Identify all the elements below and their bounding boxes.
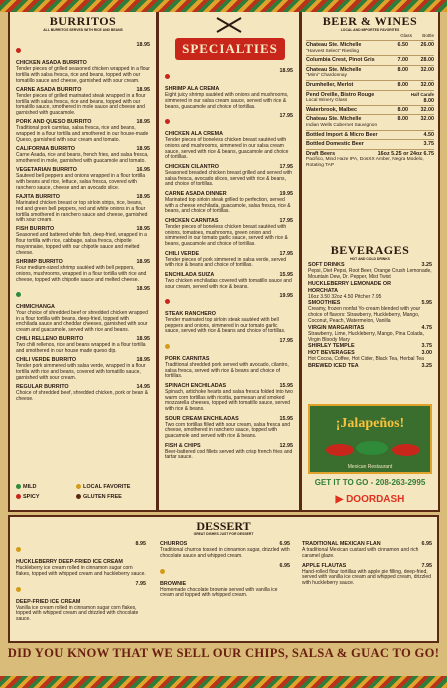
item-description: Spinach, artichoke hearts and salsa fresca folded into two warm corn tortillas with ricotta, parmesan and smoked mozzarella cheeses, topped with tomatillo sauce, served with rice & beans. (165, 388, 293, 413)
glass-price: 6.50 (397, 42, 408, 48)
item-price: 15.95 (279, 415, 293, 422)
item-price: 18.95 (136, 146, 150, 153)
item-price: 17.95 (279, 217, 293, 224)
item-description: Beer-battered cod fillets served with crisp french fries and tartar sauce. (165, 448, 293, 461)
menu-item (160, 563, 290, 600)
specialties-panel (158, 12, 300, 512)
beverages-subtitle: HOT AND COLD DRINKS (350, 257, 390, 261)
bottle-price: 32.00 (420, 116, 434, 123)
item-price: 3.25 (421, 363, 432, 370)
item-description: Four medium-sized shrimp sautéed with bell peppers, onions, mushrooms, wrapped in a flour tortilla with rice and cheese, topped with chipotle sauce and melted cheese. (16, 265, 147, 283)
menu-item (308, 300, 432, 324)
spicy-icon (16, 494, 21, 499)
glass-price: 8.00 (397, 66, 408, 73)
menu-item (16, 194, 150, 224)
doordash-label: DOORDASH (346, 494, 405, 505)
legend-gluten: GLUTEN FREE (83, 494, 122, 500)
item-name: HUCKLEBERRY LEMONADE OR HORCHATA (308, 280, 391, 294)
poster-title: ¡Jalapeños! (335, 416, 405, 431)
item-name: SOUR CREAM ENCHILADAS (165, 415, 239, 422)
bottom-border (0, 676, 447, 688)
bottle-price: 8.00 (423, 97, 434, 104)
legend (16, 484, 150, 506)
beer-name: Chateau Ste. Michelle (306, 116, 362, 123)
beer-name: Bottled Domestic Beer (306, 141, 364, 148)
item-name: SPINACH ENCHILADAS (165, 382, 227, 389)
bottle-price: 4.50 (423, 131, 434, 138)
spicy-icon (165, 119, 170, 124)
beer-row (306, 90, 434, 105)
item-price: 5.95 (421, 300, 432, 307)
beer-name: Pend Oreille, Bistro Rouge (306, 91, 375, 98)
menu-item (165, 191, 293, 215)
dessert-col-3 (298, 541, 436, 590)
item-price: 12.95 (279, 442, 293, 449)
beer-list (302, 40, 438, 170)
item-price: 7.95 (135, 580, 146, 587)
menu-item (165, 68, 293, 110)
menu-item (16, 119, 150, 143)
beverages-list (302, 262, 438, 370)
glass-price: 8.00 (397, 81, 408, 88)
menu-item (16, 541, 146, 578)
bottle-price: 16oz 5.25 or 24oz 6.75 (377, 150, 434, 157)
item-description: Eight juicy shrimp sautéed with onions and mushrooms, simmered in our salsa cream sauce, served with rice & beans, guacamole and choice of tortillas. (165, 92, 289, 110)
item-price: 15.95 (279, 382, 293, 389)
burritos-list (10, 42, 156, 405)
dessert-col-2 (156, 541, 294, 602)
item-description: Hand-rolled flour tortillas with apple pie filling, deep-fried, served with vanilla ice cream and whipped cream, drizzled with huckleberry sauce. (302, 568, 431, 587)
item-name: FISH BURRITO (16, 226, 55, 233)
beer-detail: "Mimi" Chardonnay (306, 73, 347, 79)
item-price: 17.95 (279, 112, 293, 119)
menu-item (16, 146, 150, 165)
beer-row (306, 105, 434, 115)
menu-item (165, 113, 293, 161)
beer-row (306, 55, 434, 65)
item-name: PORK AND QUESO BURRITO (16, 119, 92, 126)
item-name: REGULAR BURRITO (16, 384, 69, 391)
item-name: CARNE ASADA BURRITO (16, 86, 82, 93)
item-description: Seasoned breaded chicken breast grilled and served with salsa fresca, avocado slices, served with rice & beans, and choice of tortillas. (165, 169, 293, 188)
spicy-icon (165, 299, 170, 304)
item-price: 3.00 (421, 350, 432, 357)
menu-item (16, 336, 150, 355)
half-carafe-label: Half Carafe (410, 91, 434, 97)
item-name: FAJITA BURRITO (16, 193, 60, 200)
item-name: CHICKEN ASADA BURRITO (16, 60, 87, 66)
beer-name: Waterbrook, Malbec (306, 106, 358, 113)
item-name: CHICKEN ALA CREMA (165, 130, 223, 137)
beer-name: Bottled Import & Micro Beer (306, 131, 378, 138)
item-name: HUCKLEBERRY DEEP-FRIED ICE CREAM (16, 559, 123, 565)
item-description: Two chili rellenos, rice and beans wrapped in a flour tortilla and smothered in our house made queso dip. (16, 342, 146, 355)
item-description: Choice of shredded beef, shredded chicken, pork or bean & cheese. (16, 390, 149, 402)
menu-item (308, 350, 432, 363)
menu-item (308, 281, 432, 301)
specialties-title: SPECIALTIES (175, 38, 285, 60)
menu-item (302, 563, 432, 587)
bottle-price: 32.00 (420, 66, 434, 73)
menu-item (165, 218, 293, 248)
glass-header: Glass (400, 33, 412, 38)
menu-item (308, 262, 432, 281)
beer-name: Columbia Crest, Pinot Gris (306, 57, 375, 64)
item-description: Marinated chicken breast or top sirloin strips, rice, beans, red and green bell peppers, red and white onions in a flour tortilla smothered in ranchero sauce and cheese, garnished with sour cream. (16, 199, 148, 224)
item-price: 4.75 (421, 324, 432, 331)
item-price: 3.25 (421, 262, 432, 268)
dessert-panel (8, 515, 439, 643)
item-price: 7.95 (421, 562, 432, 569)
beer-row (306, 80, 434, 90)
item-description: Tender pieces of grilled seasoned chicken wrapped in a flour tortilla with salsa fresca, rice and beans, topped with our tomatillo sauce and cheese, garnished with sour cream. (16, 66, 150, 84)
item-price: 15.95 (279, 271, 293, 278)
burritos-panel (8, 12, 158, 512)
item-description: Strawberry, Lime, Huckleberry, Mango, Pina Colada, Virgin Bloody Mary (308, 330, 424, 343)
top-border (0, 0, 447, 12)
item-description: Tender pieces of grilled marinated steak wrapped in a flour tortilla with salsa fresca, rice and beans, topped with our tomatillo sauce, smothered in mole sauce and cheese and garnished with guacamole. (16, 92, 146, 117)
dessert-title: DESSERT (196, 519, 251, 533)
item-name: SHRIMP BURRITO (16, 259, 63, 266)
beer-row (306, 65, 434, 80)
menu-item (165, 416, 293, 440)
menu-item (16, 384, 150, 403)
item-price: 19.95 (279, 190, 293, 197)
local-favorite-icon (160, 569, 165, 574)
glass-price: 7.00 (397, 57, 408, 64)
local-favorite-icon (16, 587, 21, 592)
beer-detail: "Harvest Select" Riesling (306, 48, 359, 54)
beer-row (306, 114, 434, 129)
item-description: Vanilla ice cream rolled in cinnamon sugar corn flakes, topped with whipped cream and drizzled with chocolate sauce. (16, 604, 139, 623)
restaurant-poster (308, 404, 432, 474)
item-price: 6.95 (279, 541, 290, 547)
item-name: BROWNIE (160, 580, 187, 587)
item-description: Tender pieces of boneless chicken breast sautéed with onions, tomatoes, mushrooms, green onion and simmered in our tomato garlic sauce, served with rice & beans, guacamole and choice of tortillas. (165, 223, 288, 248)
doordash-logo: ▶ DOORDASH (335, 494, 405, 505)
item-price: 18.95 (136, 193, 150, 200)
item-description: Pepsi, Diet Pepsi, Root Beer, Orange Crush Lemonade, Mountain Dew, Dr. Pepper, Mist Twist (308, 268, 432, 280)
menu-item (16, 167, 150, 191)
local-favorite-icon (16, 547, 21, 552)
item-description: Homemade chocolate brownie served with vanilla ice cream and topped with whipped cream. (160, 586, 278, 599)
local-favorite-icon (76, 484, 81, 489)
mild-icon (16, 484, 21, 489)
item-description: Two corn tortillas filled with sour cream, salsa fresca and cheese, smothered in ranchero sauce, topped with guacamole and served with rice & beans. (165, 421, 291, 440)
beer-title: BEER & WINES (322, 14, 418, 28)
beer-row (306, 149, 434, 170)
item-price: 8.95 (135, 541, 146, 547)
menu-item (160, 541, 290, 560)
item-name: APPLE FLAUTAS (302, 562, 347, 569)
item-price: 18.95 (136, 336, 150, 343)
item-name: HOT BEVERAGES (308, 350, 355, 357)
bottle-price: 3.75 (423, 141, 434, 148)
beer-subtitle: LOCAL AND IMPORTED FAVORITES (340, 28, 400, 32)
menu-item (165, 338, 293, 380)
item-price: 18.95 (136, 226, 150, 233)
item-name: CHIMICHANGA (16, 303, 55, 310)
dessert-col-1 (12, 541, 150, 626)
burritos-title: BURRITOS (49, 14, 117, 28)
menu-item (16, 226, 150, 256)
item-name: CHILI RELLENO BURRITO (16, 336, 84, 343)
item-name: CHILI VERDE BURRITO (16, 357, 77, 364)
item-description: Traditional churros tossed in cinnamon sugar, drizzled with chocolate sauce and whipped cream. (160, 547, 290, 559)
beer-name: Chateau Ste. Michelle (306, 66, 362, 73)
item-price: 6.95 (279, 562, 290, 569)
beer-detail: Pacifico, Mind Haze IPA, DosXX Amber, Negra Modelo, Rotating TAP (306, 157, 424, 168)
item-price: 18.95 (136, 285, 150, 292)
item-name: PORK CARNITAS (165, 355, 210, 362)
menu-item (302, 541, 432, 560)
legend-mild: MILD (23, 484, 37, 490)
item-price: 19.95 (279, 292, 293, 299)
item-name: CHICKEN CILANTRO (165, 163, 219, 170)
item-description: Creamy, frozen nonfat Yo-cream blended with your choice of flavors: Strawberry, Huckleberry, Mango, Coconut, Peach, Watermelon, Vanilla (308, 306, 421, 324)
item-description: Seasoned and battered white fish, deep-fried, wrapped in a flour tortilla with rice, cabbage, salsa fresca, chipotle mayonnaise, topped with our chipotle sauce and melted cheese. (16, 232, 147, 256)
chili-peppers-icon (320, 436, 430, 462)
item-price: 18.95 (136, 86, 150, 93)
menu-item (308, 325, 432, 344)
bottle-header: Bottle (422, 33, 434, 38)
item-price: 18.95 (279, 68, 293, 74)
item-name: ENCHILADA SUIZA (165, 271, 215, 278)
item-name: DEEP-FRIED ICE CREAM (16, 598, 81, 605)
item-description: Tender pieces of pork simmered in salsa verde, served with rice & beans and choice of tortillas. (165, 256, 287, 269)
item-name: BREWED ICED TEA (308, 363, 359, 370)
beer-row (306, 40, 434, 55)
legend-local: LOCAL FAVORITE (83, 484, 131, 490)
bottle-price: 32.00 (420, 106, 434, 113)
beer-name: Chateau Ste. Michelle (306, 42, 362, 48)
item-price: 18.95 (136, 119, 150, 126)
glass-price: 8.00 (397, 116, 408, 123)
specialties-list (159, 68, 299, 464)
item-name: CHURROS (160, 541, 188, 547)
item-description: Carne Asada, rice and beans, french fries, and salsa fresca, smothered in mole, garnished with guacamole and tomato. (16, 152, 149, 164)
poster-subtitle: Mexican Restaurant (347, 464, 393, 470)
burritos-subtitle: ALL BURRITOS SERVED WITH RICE AND BEANS (43, 28, 123, 32)
item-price: 18.95 (136, 42, 150, 48)
item-name: SHIRLEY TEMPLE (308, 343, 355, 350)
item-price: 17.95 (279, 250, 293, 257)
item-name: SMOOTHIES (308, 300, 341, 307)
menu-item (16, 259, 150, 283)
beer-name: Drumheller, Merlot (306, 81, 354, 88)
beer-detail: Indian Wells Cabernet Sauvignon (306, 122, 378, 128)
item-description: Tender pork simmered with salsa verde, wrapped in a flour tortilla with rice and beans, covered with tomatillo sauce, garnished with sour cream. (16, 363, 146, 381)
item-name: SHRIMP ALA CREMA (165, 86, 220, 92)
drinks-panel (300, 12, 440, 512)
menu-item (16, 581, 146, 623)
item-price: 17.95 (279, 163, 293, 170)
item-description: Huckleberry ice cream rolled in cinnamon sugar corn flakes, topped with whipped cream and huckleberry sauce. (16, 565, 146, 577)
menu-item (308, 343, 432, 350)
item-description: Hot Cocoa, Coffee, Hot Cider, Black Tea, Herbal Tea (308, 356, 424, 363)
item-name: STEAK RANCHERO (165, 310, 216, 317)
item-price: 18.95 (136, 357, 150, 364)
beer-row (306, 130, 434, 140)
mild-icon (16, 292, 21, 297)
bottle-price: 28.00 (420, 57, 434, 64)
beer-name: Draft Beers (306, 150, 336, 157)
spicy-icon (165, 74, 170, 79)
bottle-price: 26.00 (420, 42, 434, 48)
legend-spicy: SPICY (23, 494, 40, 500)
item-name: CALIFORNIA BURRITO (16, 146, 75, 153)
item-name: CHICKEN CARNITAS (165, 217, 219, 224)
item-price: 18.95 (136, 259, 150, 266)
item-description: Traditional shredded pork served with avocado, cilantro, salsa fresca, served with rice & beans and choice of tortillas. (165, 361, 289, 380)
item-description: Tender pieces of boneless chicken breast sautéed with onions and mushrooms, simmered in our salsa cream sauce, served with rice & beans, guacamole and choice of tortillas. (165, 136, 289, 161)
menu-item (16, 42, 150, 84)
item-price: 14.95 (136, 384, 150, 391)
item-name: VEGETARIAN BURRITO (16, 167, 77, 174)
item-name: CHILI VERDE (165, 250, 200, 257)
menu-item (165, 443, 293, 462)
slogan-banner: DID YOU KNOW THAT WE SELL OUR CHIPS, SALSA & GUAC TO GO! (7, 646, 440, 660)
item-price: 17.95 (279, 337, 293, 344)
menu-item (165, 293, 293, 335)
item-name: SOFT DRINKS (308, 262, 345, 268)
glass-price: 8.00 (397, 106, 408, 113)
beer-detail: Local Winery Glass (306, 98, 348, 104)
item-description: Traditional pork carnitas, salsa fresca, rice and beans, wrapped in a flour tortilla and smothered in our house-made Queso, garnished with sour cream and tomato. (16, 125, 149, 143)
menu-item (16, 357, 150, 381)
item-description: 16oz 3.50 32oz 4.50 Pitcher 7.95 (308, 293, 382, 300)
dessert-subtitle: GREAT DISHES JUST FOR DESSERT (193, 532, 254, 536)
item-price: 6.95 (421, 541, 432, 547)
item-name: CARNE ASADA DINNER (165, 190, 227, 197)
item-description: Marinated top sirloin steak grilled to perfection, served with a cheese enchilada, guacamole, salsa fresca, rice & beans, and choice of tortillas. (165, 196, 291, 215)
beer-row (306, 139, 434, 149)
phone-order: GET IT TO GO - 208-263-2995 (314, 478, 426, 487)
menu-item (165, 383, 293, 413)
item-description: Sauteed bell peppers and onions wrapped in a flour tortilla with beans and rice, lettuce, salsa fresca, covered with ranchero sauce, cheese and an avocado slice. (16, 173, 145, 191)
item-price: 3.75 (421, 343, 432, 350)
item-description: Two chicken enchiladas covered with tomatillo sauce and sour cream, served with rice & beans. (165, 277, 292, 290)
menu-item (16, 87, 150, 117)
fork-knife-icon (211, 16, 247, 34)
gluten-free-icon (76, 494, 81, 499)
item-name: TRADITIONAL MEXICAN FLAN (302, 541, 381, 547)
item-description: Your choice of shredded beef or shredded chicken wrapped in a flour tortilla with beans, deep-fried, topped with enchilada sauce and cheddar cheeses, garnished with sour cream and guacamole, served with rice and beans. (16, 309, 148, 334)
item-description: A traditional Mexican custard with cinnamon and rich caramel glaze. (302, 547, 419, 559)
item-name: FISH & CHIPS (165, 442, 201, 449)
menu-item (165, 164, 293, 188)
menu-item (308, 363, 432, 370)
beverages-title: BEVERAGES (330, 243, 410, 257)
local-favorite-icon (165, 344, 170, 349)
item-description: Tender marinated top sirloin steak sautéed with bell peppers and onions, simmered in our tomato garlic sauce, served with rice & beans and choice of tortillas. (165, 316, 286, 335)
menu-item (16, 286, 150, 334)
menu-item (165, 251, 293, 270)
item-name: VIRGIN MARGARITAS (308, 324, 365, 331)
menu-item (165, 272, 293, 291)
bottle-price: 32.00 (420, 81, 434, 88)
item-price: 16.95 (136, 167, 150, 174)
spicy-icon (16, 48, 21, 53)
